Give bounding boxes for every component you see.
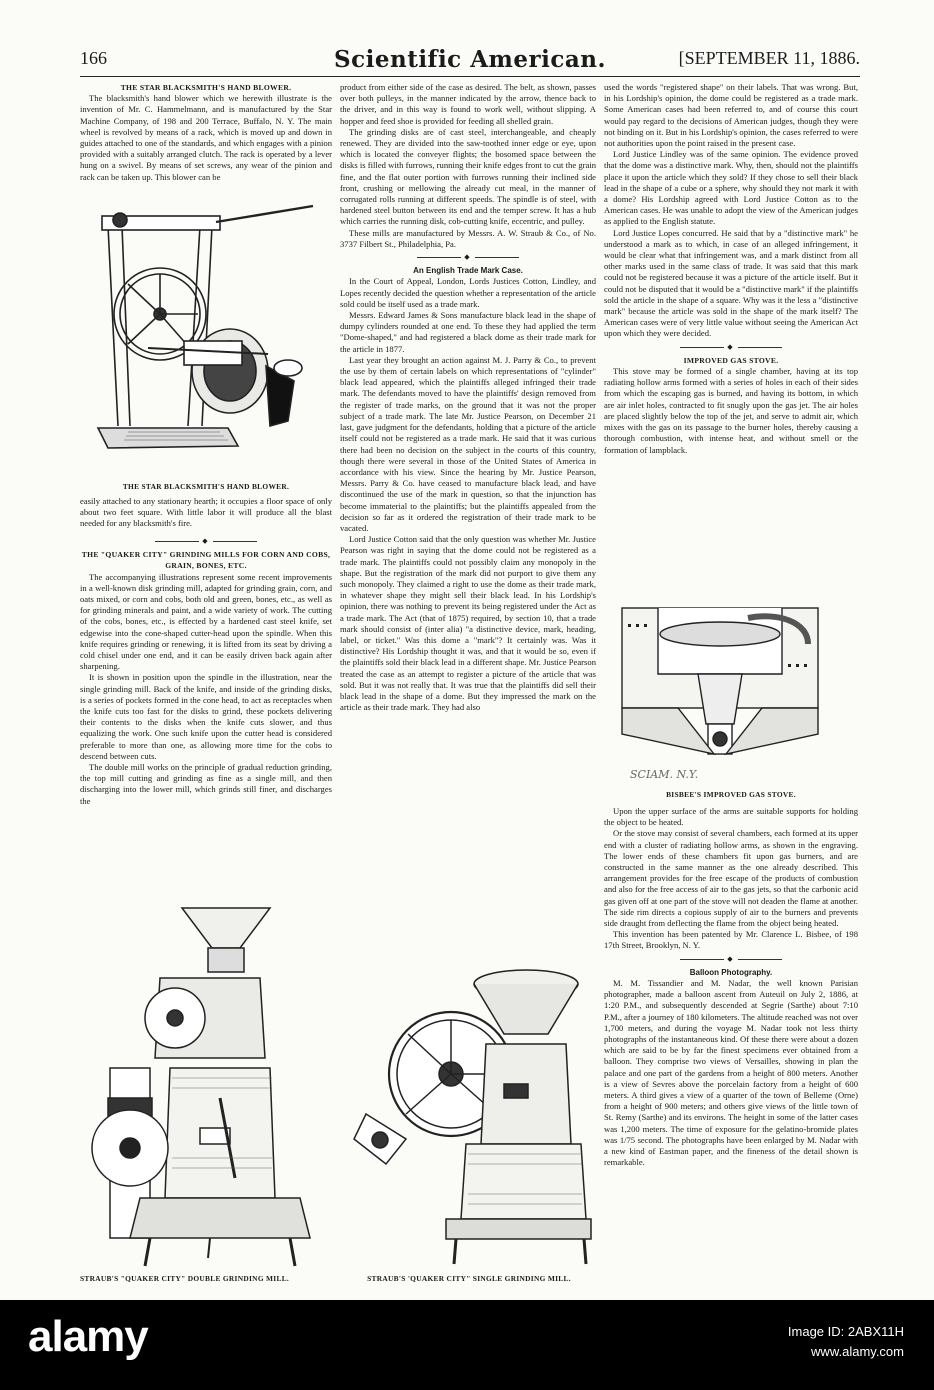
trademark-paragraph-4: Lord Justice Cotton said that the only question was whether Mr. Justice Pearson was right in saying that the dome could not be registered as a trade mark. The plaintiffs could not possibly claim any monopoly in the shape. But the registration of the mark did not purport to give them any such monopoly. They claimed a right to use the dome as their trade mark, in whatever shape they might sell their black lead. In his Lordship's opinion, there was nothing to prevent its being registered under the Act as a trade mark. The Act (that of 1875) required, by section 10, that a trade mark should consist of (inter alia) "a distinctive device, mark, heading, label, or ticket." Was this dome a "mark"? It certainly was. Was it distinctive? His Lordship thought it was, and that it would be so, even if the plaintiffs sold their black lead in a different shape. Mr. Justice Pearson treated the case as an attempt to register a picture of the article that was sold. But it was not really that. It was true that the plaintiffs did sell their black lead in the shape of a dome. But they impressed the mark on the article as their trade mark. They had also [340,534,596,713]
image-id [788,1322,904,1362]
blower-caption: THE STAR BLACKSMITH'S HAND BLOWER. [122,482,290,491]
mills-paragraph-3: The double mill works on the principle of gradual reduction grinding, the top mill cutting and grinding as fine as a single mill, and then discharging into the lower mill, which grinds still finer, and discharges the [80,762,332,806]
stove-title: IMPROVED GAS STOVE. [683,355,779,365]
blower-paragraph: The blacksmith's hand blower which we herewith illustrate is the invention of Mr. C. Hammelmann, and is manufactured by the Star Machine Company, of 198 and 200 Terrace, Buffalo, N. Y. The main wheel is revolved by means of a rack, which is moved up and down in guides attached to one of the standards, and which engages with a pinion provided with a suitably arranged clutch. The rack is operated by a lever hung on a swivel. By means of set screws, any wear of the pinion and rack can be taken up. This blower can be [80,93,332,182]
column-1-blower-end [80,496,332,532]
trademark-title: An English Trade Mark Case. [413,266,523,276]
stove-caption: BISBEE'S IMPROVED GAS STOVE. [666,790,796,799]
article-separator: ◆ [80,536,332,547]
blower-illustration [88,196,328,480]
double-mill-caption: STRAUB'S "QUAKER CITY" DOUBLE GRINDING MILL. [80,1274,290,1283]
mills-paragraph-5: The grinding disks are of cast steel, interchangeable, and cheaply renewed. They are divided into the saw-toothed inner edge or eye, upon which is located the conveyer flights; the bosomed space between the disks is filled with furrows, running their knife edges front to cut the grain fine, and the flat outer portion with furrows running their inclined side front, crushing or mellowing the already cut meal, in the manner of corrugated rolls running at different speeds. The spindle is of steel, with hardened steel button between its end and the temper screw. It has a hub which carries the running disk, cob-cutting knife, eccentric, and pulley. [340,126,596,227]
stove-paragraph-4: This invention has been patented by Mr. Clarence L. Bisbee, of 198 17th Street, Brooklyn, N. Y. [604,929,858,951]
stove-paragraph-1: This stove may be formed of a single chamber, having at its top radiating hollow arms formed with a series of holes in each of their sides from which the escaping gas is burned, and having its bottom, in which are air inlet holes, contracted to fit snugly upon the gas jet. The air holes are placed slightly below the top of the jet, and serve to admit air, which mixes with the gas on its passage to the burner holes, thereby causing a thorough combustion, with intense heat, and without smell or the formation of lampblack. [604,366,858,455]
page-header [80,46,860,76]
single-mill-illustration [346,964,596,1274]
issue-date: [SEPTEMBER 11, 1886. [678,48,860,68]
blower-title: THE STAR BLACKSMITH'S HAND BLOWER. [120,83,292,92]
balloon-title: Balloon Photography. [689,967,773,977]
column-3-bottom [604,806,858,1296]
trademark-paragraph-3: Last year they brought an action against M. J. Parry & Co., to prevent the use by them of certain labels on which representations of "cylinder" black lead appeared, which the plaintiffs alleged infringed their trade mark. The defendants moved to have the plaintiffs' design removed from the register of trade marks, on the ground that it was not the proper subject of a trade mark. The late Mr. Justice Pearson, on December 21 last, gave judgment for the defendants, holding that a picture of the article itself could not be registered as a trade mark. He said that it was curious there had been no decision on the subject in the courts of this country, though there were several in those of the United States of America in accordance with his view. Since the hearing by Mr. Justice Pearson, Messrs. Parry & Co. have ceased to manufacture black lead, and have discontinued the use of the mark in question, so that the injunction has become immaterial to the plaintiffs; but the plaintiffs appealed from the decision so far as it ordered the registration of their trade mark to be vacated. [340,354,596,533]
column-2 [340,82,596,955]
mills-paragraph-6: These mills are manufactured by Messrs. A. W. Straub & Co., of No. 3737 Filbert St., Philadelphia, Pa. [340,227,596,249]
trademark-paragraph-6: Lord Justice Lindley was of the same opinion. The evidence proved that the dome was a distinctive mark. Why, then, should not the plaintiffs place it upon the article which they sold? If they chose to sell their black lead in the shape of a cube or a sphere, why should they not mark it with a dome? His Lordship agreed with Lord Justice Cotton as to the American cases. He was unable to adopt the view of the American judges as applied to the English statute. [604,149,858,227]
trademark-paragraph-1: In the Court of Appeal, London, Lords Justices Cotton, Lindley, and Lopes recently decided the question whether a representation of the article sold could be itself used as a trade mark. [340,276,596,309]
image-url-line: www.alamy.com [811,1344,904,1359]
trademark-paragraph-7: Lord Justice Lopes concurred. He said that by a "distinctive mark" he understood a mark as to which, in case of an alleged infringement, it would be clear what that infringement was, and a mark distinct from all other marks used in the same class of trade. It was said that this mark could not be registered because it was a picture of the article itself. But it could not be disputed that it would be a "distinctive mark" if the plaintiffs sold the article in the shape of a square. Why was it the less a "distinctive mark" because the article was sold in the shape of the mark itself? The American cases were of very little value without seeing the American Act upon which they were decided. [604,227,858,339]
article-separator-3: ◆ [604,342,858,353]
stove-paragraph-3: Or the stove may consist of several chambers, each formed at its upper end with a cluster of radiating hollow arms, as shown in the engraving. The lower ends of these chambers fit upon gas burners, and are constructed in the same manner as the one already described. This arrangement provides for the free escape of the products of combustion and also for the free access of air to the gas jets, so that the carbonic acid gas given off at one part of the stove will not deaden the flame at another. The side rim directs a copious supply of air to the burners and prevents side draught from deflecting the flame from the object being heated. [604,828,858,929]
article-separator-4: ◆ [604,954,858,965]
column-1-mills [80,534,332,894]
masthead: Scientific American. [333,46,607,73]
mills-paragraph-1: The accompanying illustrations represent some recent improvements in a well-known disk grinding mill, adapted for grinding grain, corn, and oats mixed, or corn and cobs, both old and green, bones, etc., as well as for grinding minerals and paint, and a wide variety of work. The cutting of the cobs, bones, etc., is effected by a hardened cast steel knife, set edgewise into the cone-shaped cutter-head upon the spindle. When this knife requires grinding or renewing, it is lifted from its seat by driving a cold chisel under one end, and it can be easily driven back again after sharpening. [80,571,332,672]
trademark-paragraph-2: Messrs. Edward James & Sons manufacture black lead in the shape of dumpy cylinders rounded at one end. To these they had applied the term "Dome-shaped," and had registered a black dome as their trade mark for the article in 1877. [340,310,596,354]
header-rule [80,76,860,77]
alamy-logo: alamy [28,1312,148,1361]
blower-paragraph-2: easily attached to any stationary hearth; it occupies a floor space of only about two feet square. With little labor it will produce all the blast needed for any blacksmith's fire. [80,496,332,529]
double-mill-illustration [90,898,350,1272]
trademark-paragraph-5: used the words "registered shape" on their labels. That was wrong. But, in his Lordship's opinion, the dome could be registered as a trade mark. Some American cases had been referred to, and of course this court would pay regard to the decisions of American judges, though they were not binding on it. But in his Lordship's opinion, the cases referred to were not authorities upon the point raised in the present case. [604,82,858,149]
article-separator-2: ◆ [340,252,596,263]
column-3-top [604,82,858,602]
mills-title: THE "QUAKER CITY" GRINDING MILLS FOR CORN AND COBS, GRAIN, BONES, ETC. [81,550,331,571]
mills-paragraph-4: product from either side of the case as desired. The belt, as shown, passes over both pulleys, in the manner indicated by the arrow, thence back to the driver, and in this way is found to work well, without slipping. A hopper and feed shoe is provided for feeding all shelled grain. [340,82,596,126]
single-mill-caption: STRAUB'S 'QUAKER CITY" SINGLE GRINDING MILL. [367,1274,571,1283]
page-number: 166 [80,48,107,68]
mills-paragraph-2: It is shown in position upon the spindle in the illustration, near the single grinding mill. Back of the knife, and inside of the grinding disks, is a series of pockets formed in the cone head, to act as receptacles when the knife cuts too fast for the disks to grind, these pockets delivering their contents to the disks when the knife cuts slower, and thus equalizing the work. One such knife upon the cutter head is considered preferable to more than one, as allowing more time for the cobs to descend between cuts. [80,672,332,761]
stove-engraver-signature: SCIAM. N.Y. [630,768,699,781]
stove-paragraph-2: Upon the upper surface of the arms are suitable supports for holding the object to be heated. [604,806,858,828]
stove-illustration [618,604,828,786]
image-id-line: Image ID: 2ABX11H [787,1324,904,1339]
balloon-paragraph: M. M. Tissandier and M. Nadar, the well known Parisian photographer, made a balloon ascent from Auteuil on July 2, 1886, at 1:20 P.M., and subsequently descended at Segrie (Sarthe) about 7:10 P.M., after a journey of 180 kilometers. The altitude reached was not over 1,700 meters, and during the voyage M. Nadar took not less thirty photographs of the instantaneous kind. Of these there were about a dozen which are said to be by far the finest specimens ever obtained from a balloon. They comprise two views of Versailles, showing in plan the palace and one part of the gardens from a height of 800 meters. Another is a view of Sevres above the porcelain factory from a height of 600 meters. A third gives a view of a quarter of the town of Belleme (Orne) from a height of 900 meters; and others give views of the little town of St. Remy (Sarthe) and its environs. The height in some of the latter cases was 1,200 meters. The time of exposure for the gelatino-bromide plates was 1/75 second. The photographs have been enlarged by M. Nadar with a new kind of Eastman paper, and the fineness of the detail shown is remarkable. [604,978,858,1168]
